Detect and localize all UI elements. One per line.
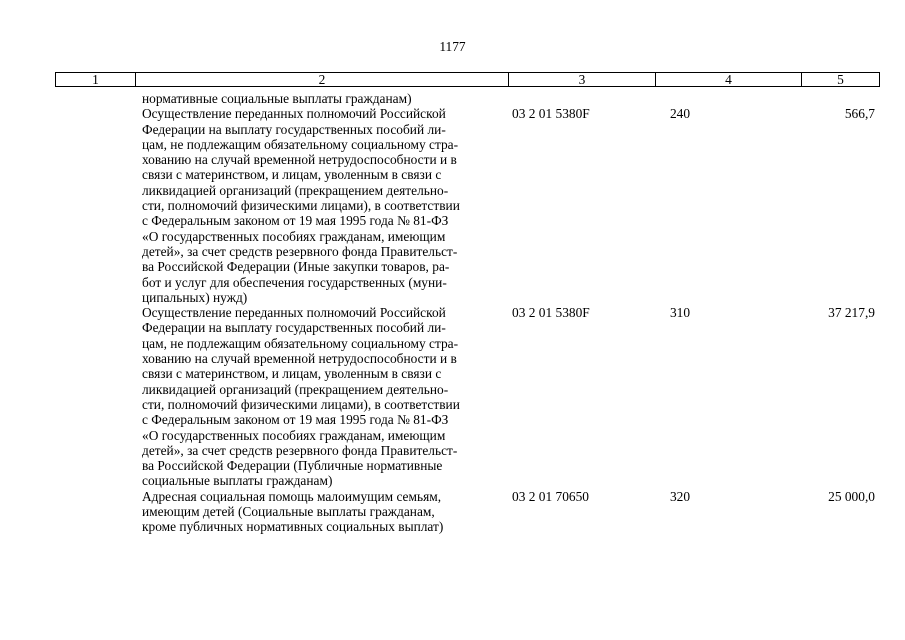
row-amount: 25 000,0 <box>828 488 875 504</box>
header-col-1: 1 <box>56 73 136 86</box>
row-code: 03 2 01 5380F <box>512 305 590 321</box>
row-expense-type: 310 <box>669 305 691 321</box>
row-description: Адресная социальная помощь малоимущим семьям, имеющим детей (Социальные выплаты гражданам, кроме публичных нормативных социальных выплат) <box>142 488 444 535</box>
row-description: Осуществление переданных полномочий Российской Федерации на выплату государственных пособий ли- цам, не подлежащим обязательному социальному стра- хованию на случай временной нетрудоспособности и в связи с материнством, и лицам, уволенным в связи с ликвидацией организаций (прекращением деятельно- сти, полномочий физическими лицами), в соответствии с Федеральным законом от 19 мая 1995 года № 81-ФЗ «О государственных пособиях гражданам, имеющим детей», за счет средств резервного фонда Правительст- ва Российской Федерации (Иные закупки товаров, ра- бот и услуг для обеспечения государственных (муни- ципальных) нужд) <box>142 106 460 305</box>
header-col-4: 4 <box>656 73 802 86</box>
row-expense-type: 320 <box>669 488 691 504</box>
row-description: нормативные социальные выплаты гражданам) <box>142 91 412 106</box>
header-col-5: 5 <box>837 72 844 87</box>
header-col-3: 3 <box>509 73 656 86</box>
row-expense-type: 240 <box>669 106 691 122</box>
table-header <box>55 72 880 87</box>
table-row <box>0 489 905 535</box>
row-description: Осуществление переданных полномочий Российской Федерации на выплату государственных пособий ли- цам, не подлежащим обязательному социальному стра- хованию на случай временной нетрудоспособности и в связи с материнством, и лицам, уволенным в связи с ликвидацией организаций (прекращением деятельно- сти, полномочий физическими лицами), в соответствии с Федеральным законом от 19 мая 1995 года № 81-ФЗ «О государственных пособиях гражданам, имеющим детей», за счет средств резервного фонда Правительст- ва Российской Федерации (Публичные нормативные социальные выплаты гражданам) <box>142 305 460 489</box>
header-col-2: 2 <box>136 73 509 86</box>
row-code: 03 2 01 5380F <box>512 106 590 122</box>
table-row <box>0 305 905 489</box>
row-amount: 566,7 <box>844 106 875 122</box>
table-row <box>0 106 905 305</box>
table-row <box>0 91 905 106</box>
page-number: 1177 <box>439 39 466 54</box>
row-amount: 37 217,9 <box>828 305 875 321</box>
row-code: 03 2 01 70650 <box>512 488 589 504</box>
table-body <box>0 91 905 535</box>
